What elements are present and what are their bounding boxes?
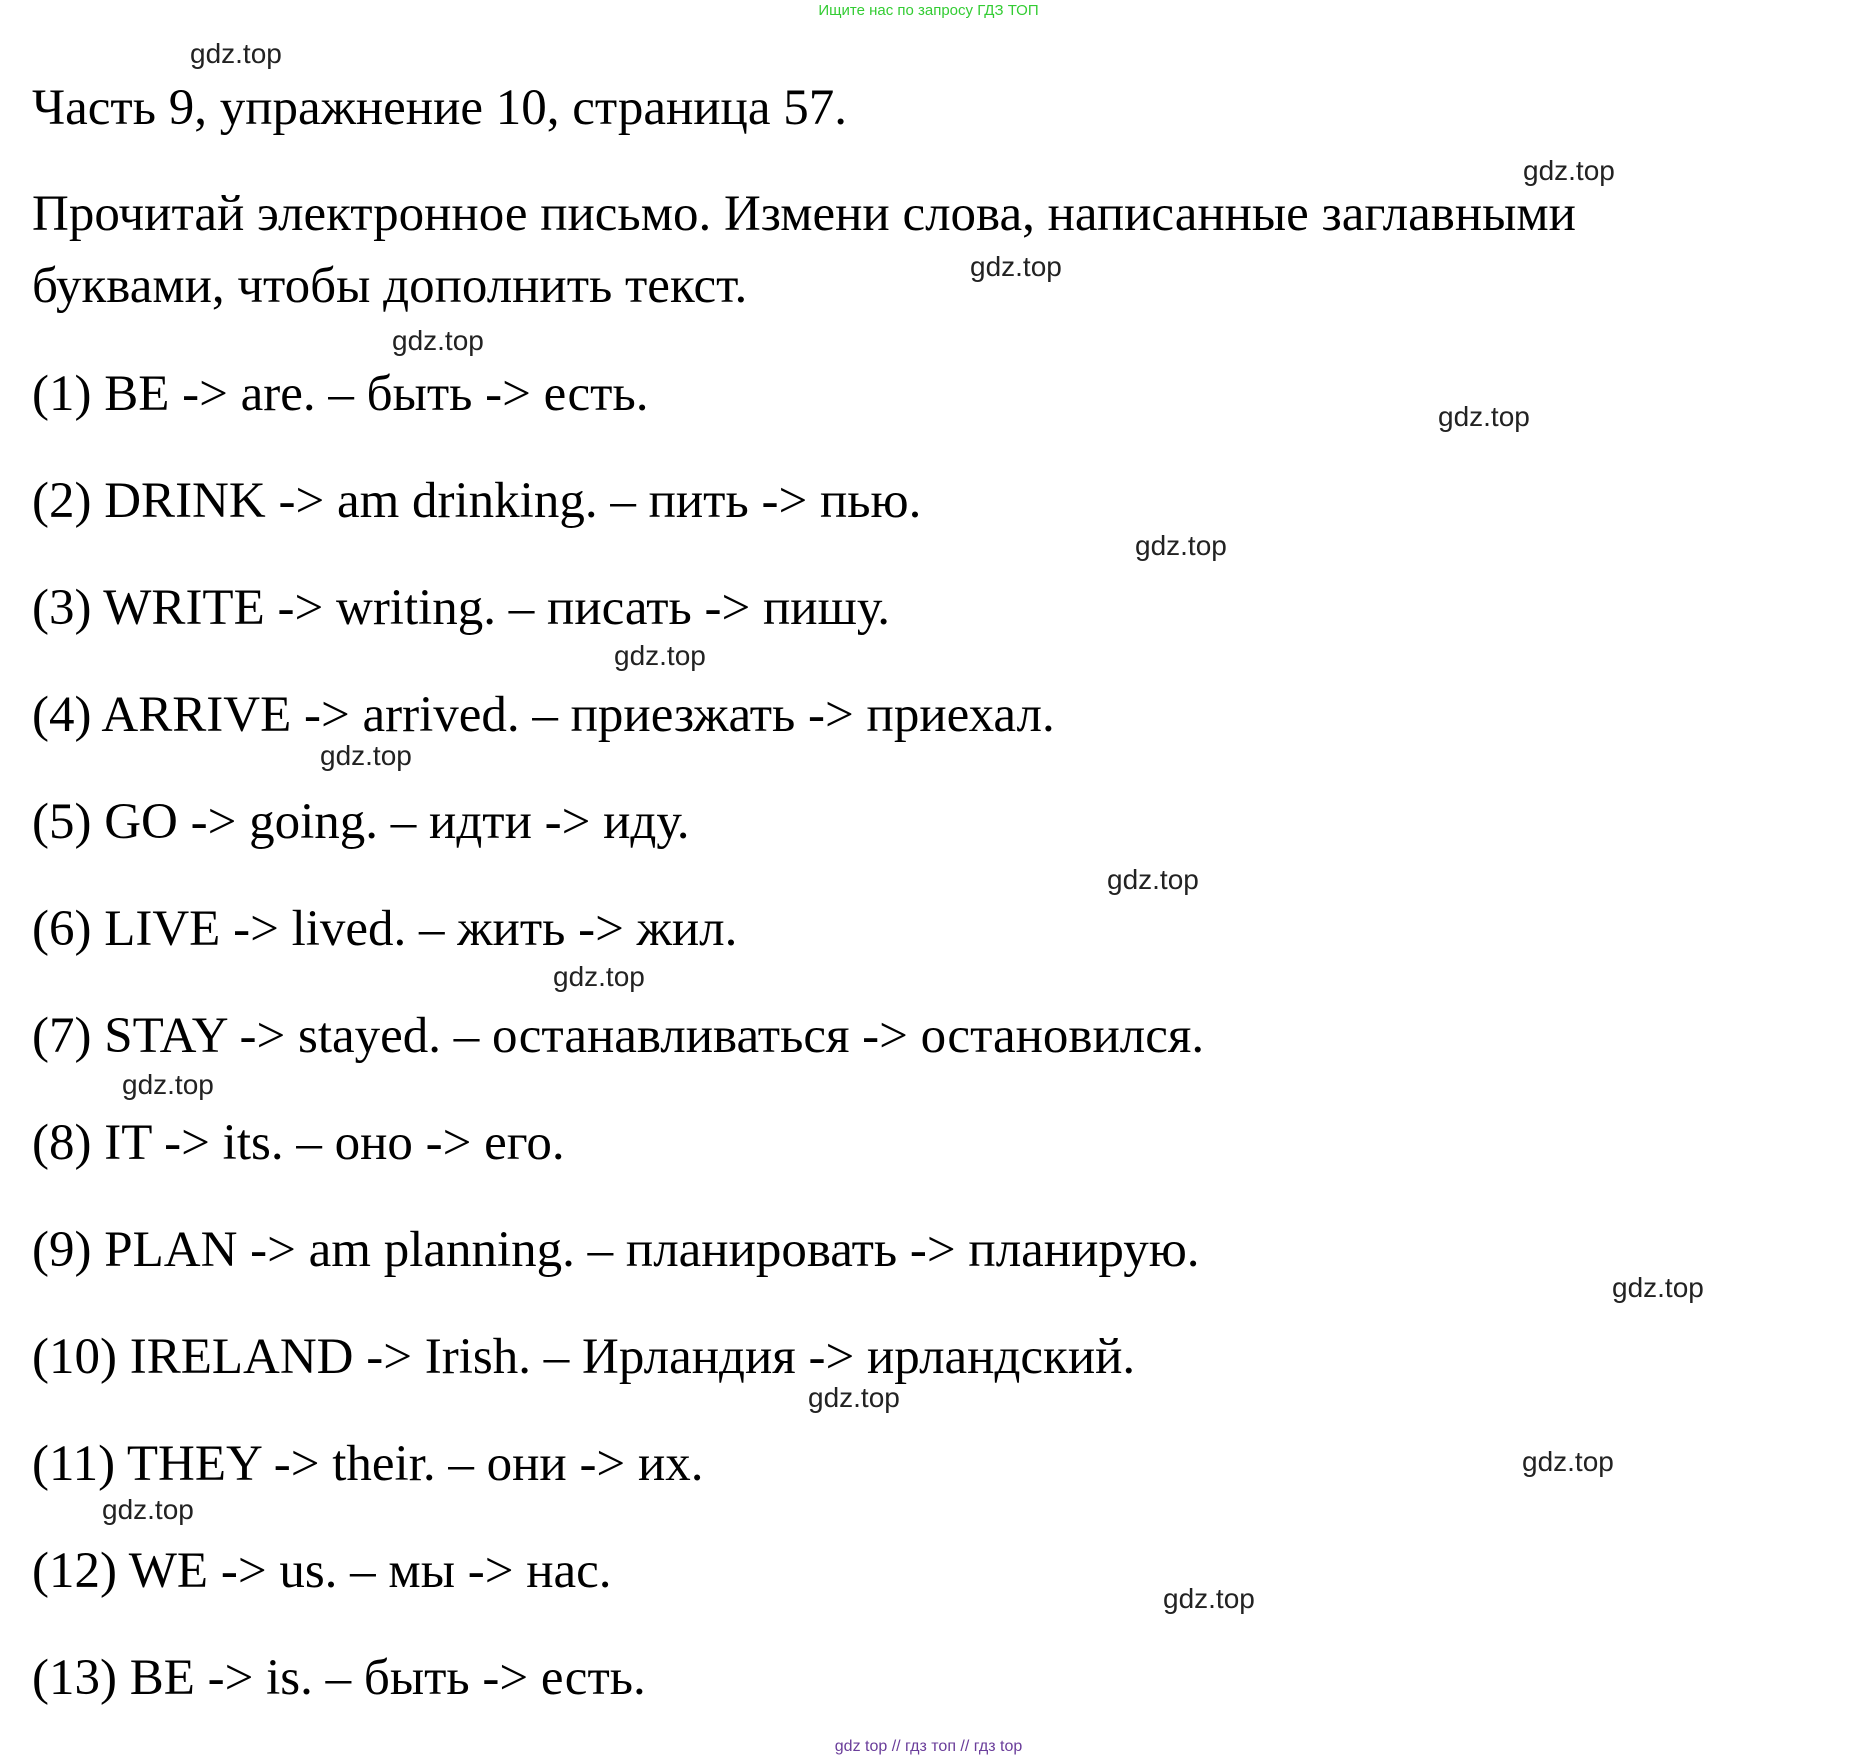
watermark: gdz.top bbox=[190, 38, 282, 69]
watermark: gdz.top bbox=[122, 1069, 214, 1100]
watermark: gdz.top bbox=[1522, 1446, 1614, 1477]
watermark: gdz.top bbox=[1107, 864, 1199, 895]
watermark: gdz.top bbox=[614, 640, 706, 671]
watermark: gdz.top bbox=[808, 1382, 900, 1413]
answer-item-2: (2) DRINK -> am drinking. – пить -> пью. bbox=[32, 473, 922, 529]
exercise-instruction bbox=[32, 178, 1832, 322]
answer-item-7: (7) STAY -> stayed. – останавливаться -> остановился. bbox=[32, 1008, 1205, 1064]
answer-item-10: (10) IRELAND -> Irish. – Ирландия -> ирландский. bbox=[32, 1329, 1136, 1385]
watermark: gdz.top bbox=[553, 961, 645, 992]
top-banner: Ищите нас по запросу ГДЗ ТОП bbox=[818, 2, 1039, 19]
answer-item-13: (13) BE -> is. – быть -> есть. bbox=[32, 1650, 646, 1706]
watermark: gdz.top bbox=[1438, 401, 1530, 432]
watermark: gdz.top bbox=[1612, 1272, 1704, 1303]
answer-item-12: (12) WE -> us. – мы -> нас. bbox=[32, 1543, 612, 1599]
answer-item-6: (6) LIVE -> lived. – жить -> жил. bbox=[32, 901, 738, 957]
answer-item-4: (4) ARRIVE -> arrived. – приезжать -> приехал. bbox=[32, 687, 1055, 743]
watermark: gdz.top bbox=[102, 1494, 194, 1525]
answer-list bbox=[32, 358, 1204, 1749]
watermark: gdz.top bbox=[1135, 530, 1227, 561]
watermark: gdz.top bbox=[320, 740, 412, 771]
answer-item-1: (1) BE -> are. – быть -> есть. bbox=[32, 366, 649, 422]
instruction-line-2: буквами, чтобы дополнить текст. bbox=[32, 258, 748, 314]
answer-item-3: (3) WRITE -> writing. – писать -> пишу. bbox=[32, 580, 891, 636]
answer-item-11: (11) THEY -> their. – они -> их. bbox=[32, 1436, 704, 1492]
watermark: gdz.top bbox=[970, 251, 1062, 282]
watermark: gdz.top bbox=[392, 325, 484, 356]
watermark: gdz.top bbox=[1163, 1583, 1255, 1614]
answer-item-9: (9) PLAN -> am planning. – планировать -> планирую. bbox=[32, 1222, 1200, 1278]
page-title: Часть 9, упражнение 10, страница 57. bbox=[32, 80, 847, 136]
answer-item-5: (5) GO -> going. – идти -> иду. bbox=[32, 794, 690, 850]
instruction-line-1: Прочитай электронное письмо. Измени слова, написанные заглавными bbox=[32, 186, 1576, 242]
bottom-banner: gdz top // гдз топ // гдз top bbox=[834, 1738, 1023, 1755]
answer-item-8: (8) IT -> its. – оно -> его. bbox=[32, 1115, 565, 1171]
watermark: gdz.top bbox=[1523, 155, 1615, 186]
